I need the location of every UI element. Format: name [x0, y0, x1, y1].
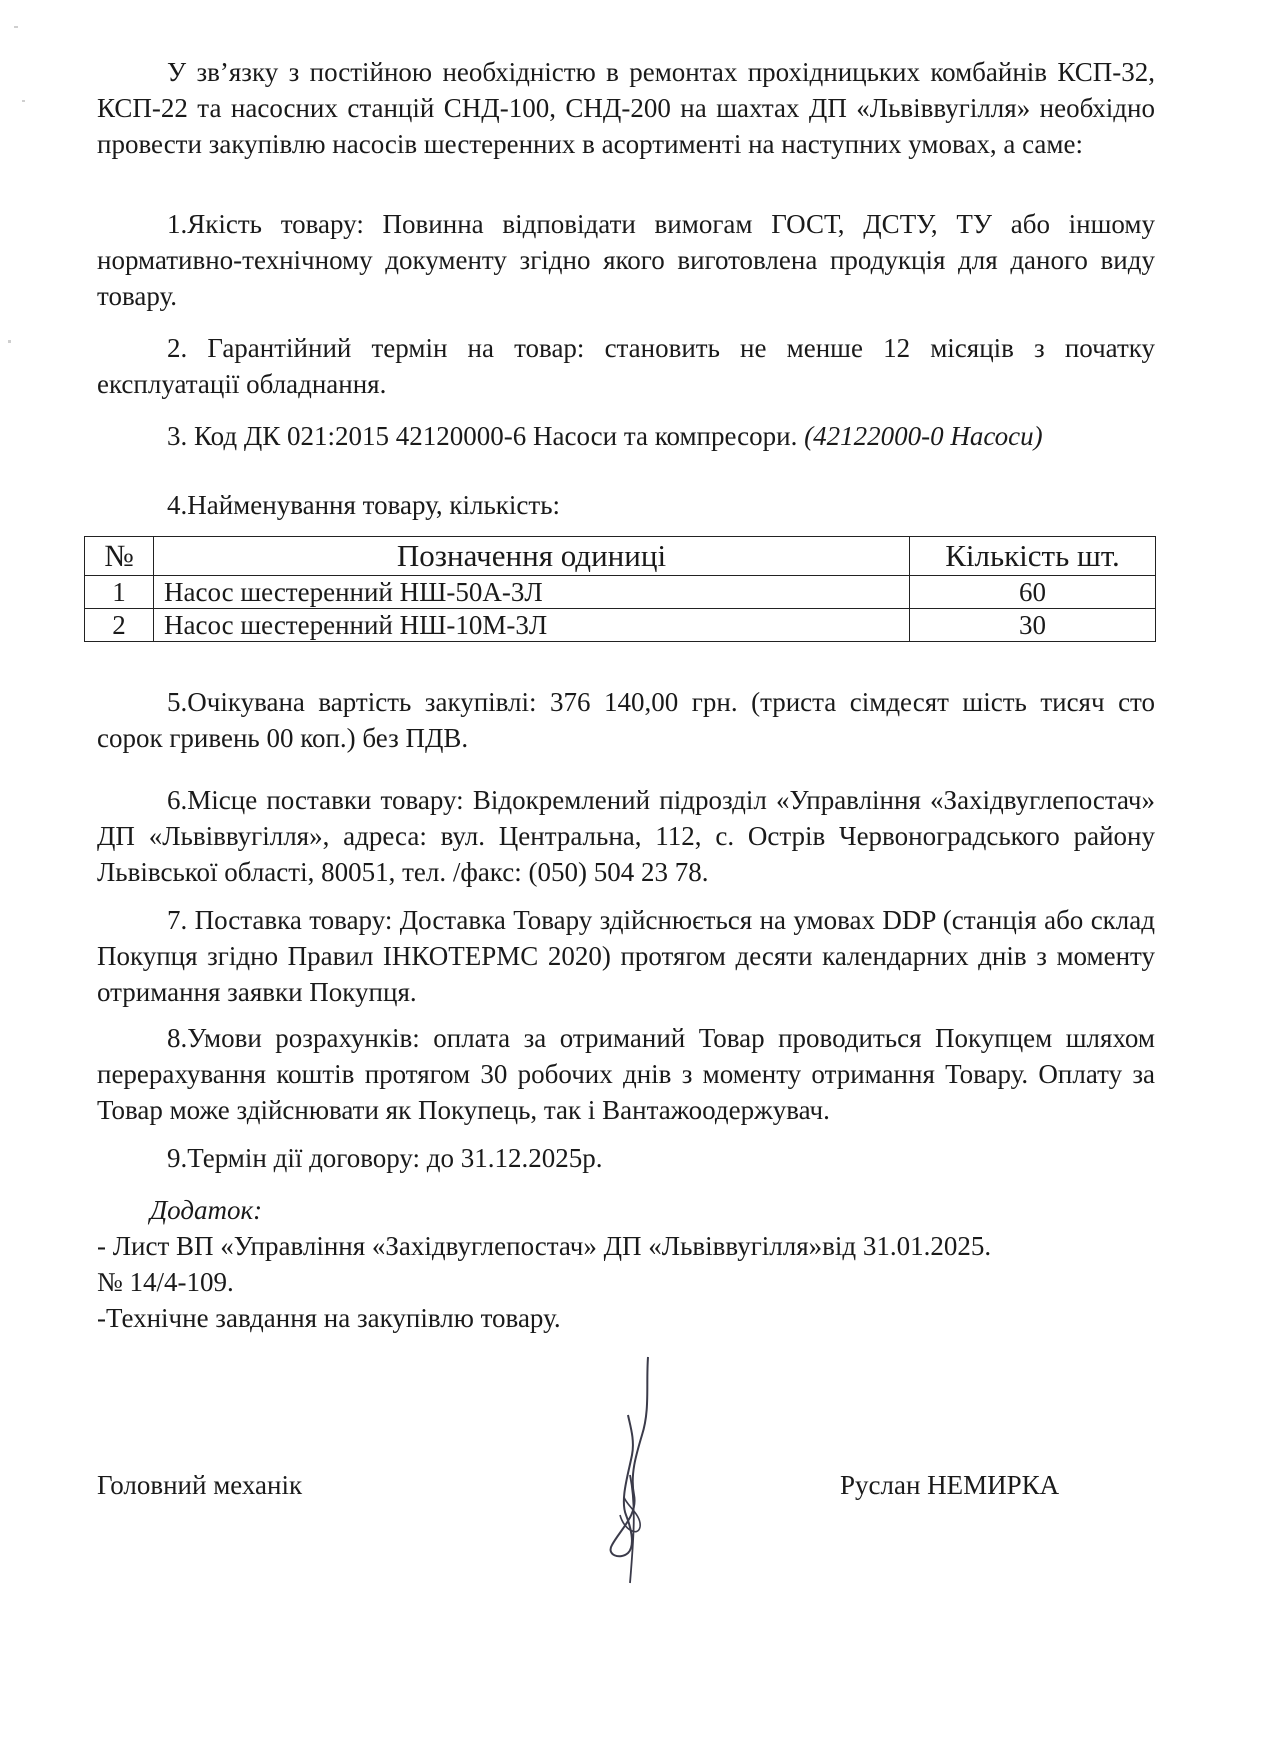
- item-7-delivery: 7. Поставка товару: Доставка Товару здійснюється на умовах DDP (станція або склад Покупця згідно Правил ІНКОТЕРМС 2020) протягом десяти календарних днів з моменту отримання заявки Покупця.: [97, 905, 1155, 1007]
- signatory-name: Руслан НЕМИРКА: [840, 1470, 1060, 1500]
- scan-speck: [22, 100, 25, 102]
- handwritten-signature: [590, 1355, 670, 1585]
- item-2-warranty: 2. Гарантійний термін на товар: становить не менше 12 місяців з початку експлуатації обладнання.: [97, 333, 1155, 399]
- header-quantity: Кількість шт.: [910, 537, 1156, 576]
- items-table: [84, 536, 1156, 642]
- row-number: 2: [85, 609, 154, 642]
- header-number: №: [85, 537, 154, 576]
- item-3-italic: (42122000-0 Насоси): [804, 421, 1043, 451]
- item-3-code: [97, 418, 1155, 454]
- item-3-main: 3. Код ДК 021:2015 42120000-6 Насоси та компресори.: [167, 421, 798, 451]
- item-9-term: 9.Термін дії договору: до 31.12.2025р.: [167, 1143, 603, 1173]
- item-6-delivery-place: 6.Місце поставки товару: Відокремлений підрозділ «Управління «Західвуглепостач» ДП «Львіввугілля», адреса: вул. Центральна, 112, с. Острів Червоноградського району Львівської області, 80051, тел. /факс: (050) 504 23 78.: [97, 785, 1155, 887]
- header-name: Позначення одиниці: [154, 537, 910, 576]
- attachment-line-1: - Лист ВП «Управління «Західвуглепостач» ДП «Львіввугілля»від 31.01.2025.: [97, 1231, 992, 1261]
- item-1-quality: 1.Якість товару: Повинна відповідати вимогам ГОСТ, ДСТУ, ТУ або іншому нормативно-технічному документу згідно якого виготовлена продукція для даного виду товару.: [97, 209, 1155, 311]
- scan-speck: [8, 340, 11, 343]
- row-name: Насос шестеренний НШ-50А-3Л: [154, 576, 910, 609]
- row-name: Насос шестеренний НШ-10М-3Л: [154, 609, 910, 642]
- row-quantity: 30: [910, 609, 1156, 642]
- table-row: [85, 576, 1156, 609]
- item-4-heading: 4.Найменування товару, кількість:: [167, 490, 561, 520]
- attachment-line-3: -Технічне завдання на закупівлю товару.: [97, 1303, 561, 1333]
- attachments-title: Додаток:: [150, 1195, 263, 1225]
- table-row: [85, 609, 1156, 642]
- row-quantity: 60: [910, 576, 1156, 609]
- row-number: 1: [85, 576, 154, 609]
- signatory-position: Головний механік: [97, 1470, 303, 1500]
- scan-speck: [14, 26, 18, 28]
- attachment-line-2: № 14/4-109.: [97, 1267, 234, 1297]
- intro-paragraph: У зв’язку з постійною необхідністю в ремонтах прохідницьких комбайнів КСП-32, КСП-22 та насосних станцій СНД-100, СНД-200 на шахтах ДП «Львіввугілля» необхідно провести закупівлю насосів шестеренних в асортименті на наступних умовах, а саме:: [97, 57, 1155, 159]
- table-header-row: [85, 537, 1156, 576]
- item-5-cost: 5.Очікувана вартість закупівлі: 376 140,00 грн. (триста сімдесят шість тисяч сто сорок гривень 00 коп.) без ПДВ.: [97, 687, 1155, 753]
- item-8-payment: 8.Умови розрахунків: оплата за отриманий Товар проводиться Покупцем шляхом перерахування коштів протягом 30 робочих днів з моменту отримання Товару. Оплату за Товар може здійснювати як Покупець, так і Вантажоодержувач.: [97, 1023, 1155, 1125]
